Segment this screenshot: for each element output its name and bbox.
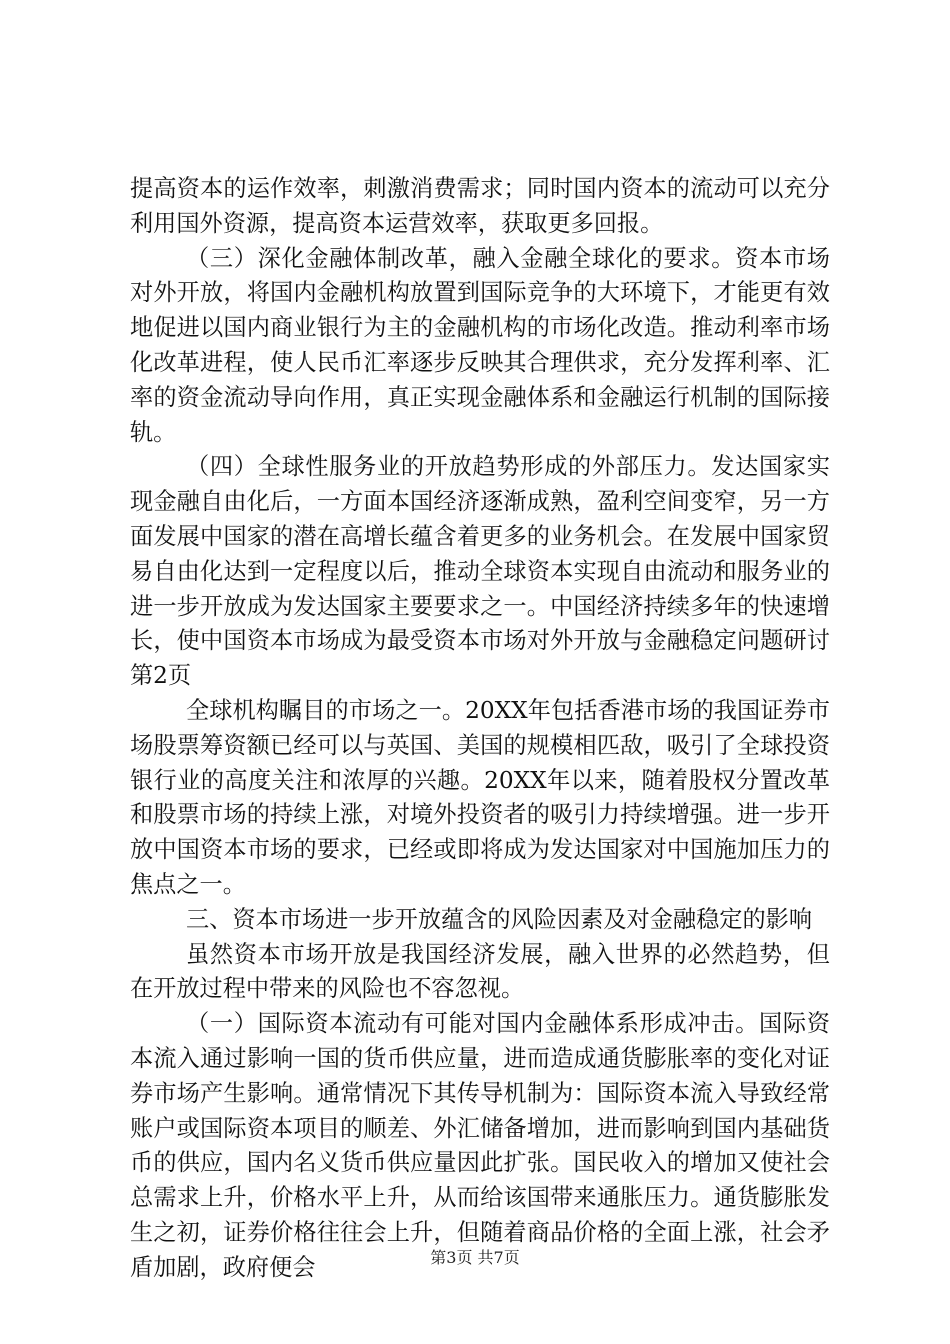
document-body — [130, 172, 830, 1286]
paragraph-capital-flows: （一）国际资本流动有可能对国内金融体系形成冲击。国际资本流入通过影响一国的货币供应量，进而造成通货膨胀率的变化对证券市场产生影响。通常情况下其传导机制为：国际资本流入导致经常账户或国际资本项目的顺差、外汇储备增加，进而影响到国内基础货币的供应，国内名义货币供应量因此扩张。国民收入的增加又使社会总需求上升，价格水平上升，从而给该国带来通胀压力。通货膨胀发生之初，证券价格往往会上升，但随着商品价格的全面上涨，社会矛盾加剧，政府便会 — [130, 1010, 830, 1281]
page-number-total: 共7页 — [477, 1248, 520, 1267]
section-heading-risk-factors: 三、资本市场进一步开放蕴含的风险因素及对金融稳定的影响 — [186, 905, 813, 933]
paragraph-section-3: （三）深化金融体制改革，融入金融全球化的要求。资本市场对外开放，将国内金融机构放置到国际竞争的大环境下，才能更有效地促进以国内商业银行为主的金融机构的市场化改造。推动利率市场化改革进程，使人民币汇率逐步反映其合理供求，充分发挥利率、汇率的资金流动导向作用，真正实现金融体系和金融运行机制的国际接轨。 — [130, 244, 830, 446]
paragraph-risk-intro: 虽然资本市场开放是我国经济发展，融入世界的必然趋势，但在开放过程中带来的风险也不容忽视。 — [130, 940, 830, 1003]
page-footer — [0, 1247, 950, 1269]
paragraph-section-4: （四）全球性服务业的开放趋势形成的外部压力。发达国家实现金融自由化后，一方面本国经济逐渐成熟，盈利空间变窄，另一方面发展中国家的潜在高增长蕴含着更多的业务机会。在发展中国家贸易自由化达到一定程度以后，推动全球资本实现自由流动和服务业的进一步开放成为发达国家主要要求之一。中国经济持续多年的快速增长，使中国资本市场成为最受资本市场对外开放与金融稳定问题研讨第2页 — [130, 453, 830, 690]
paragraph-intro: 提高资本的运作效率，刺激消费需求；同时国内资本的流动可以充分利用国外资源，提高资本运营效率，获取更多回报。 — [130, 175, 830, 237]
page-number-current: 第3页 — [430, 1248, 473, 1267]
paragraph-global-markets: 全球机构瞩目的市场之一。20XX年包括香港市场的我国证券市场股票筹资额已经可以与英国、美国的规模相匹敌，吸引了全球投资银行业的高度关注和浓厚的兴趣。20XX年以来，随着股权分置改革和股票市场的持续上涨，对境外投资者的吸引力持续增强。进一步开放中国资本市场的要求，已经或即将成为发达国家对中国施加压力的焦点之一。 — [130, 696, 830, 898]
